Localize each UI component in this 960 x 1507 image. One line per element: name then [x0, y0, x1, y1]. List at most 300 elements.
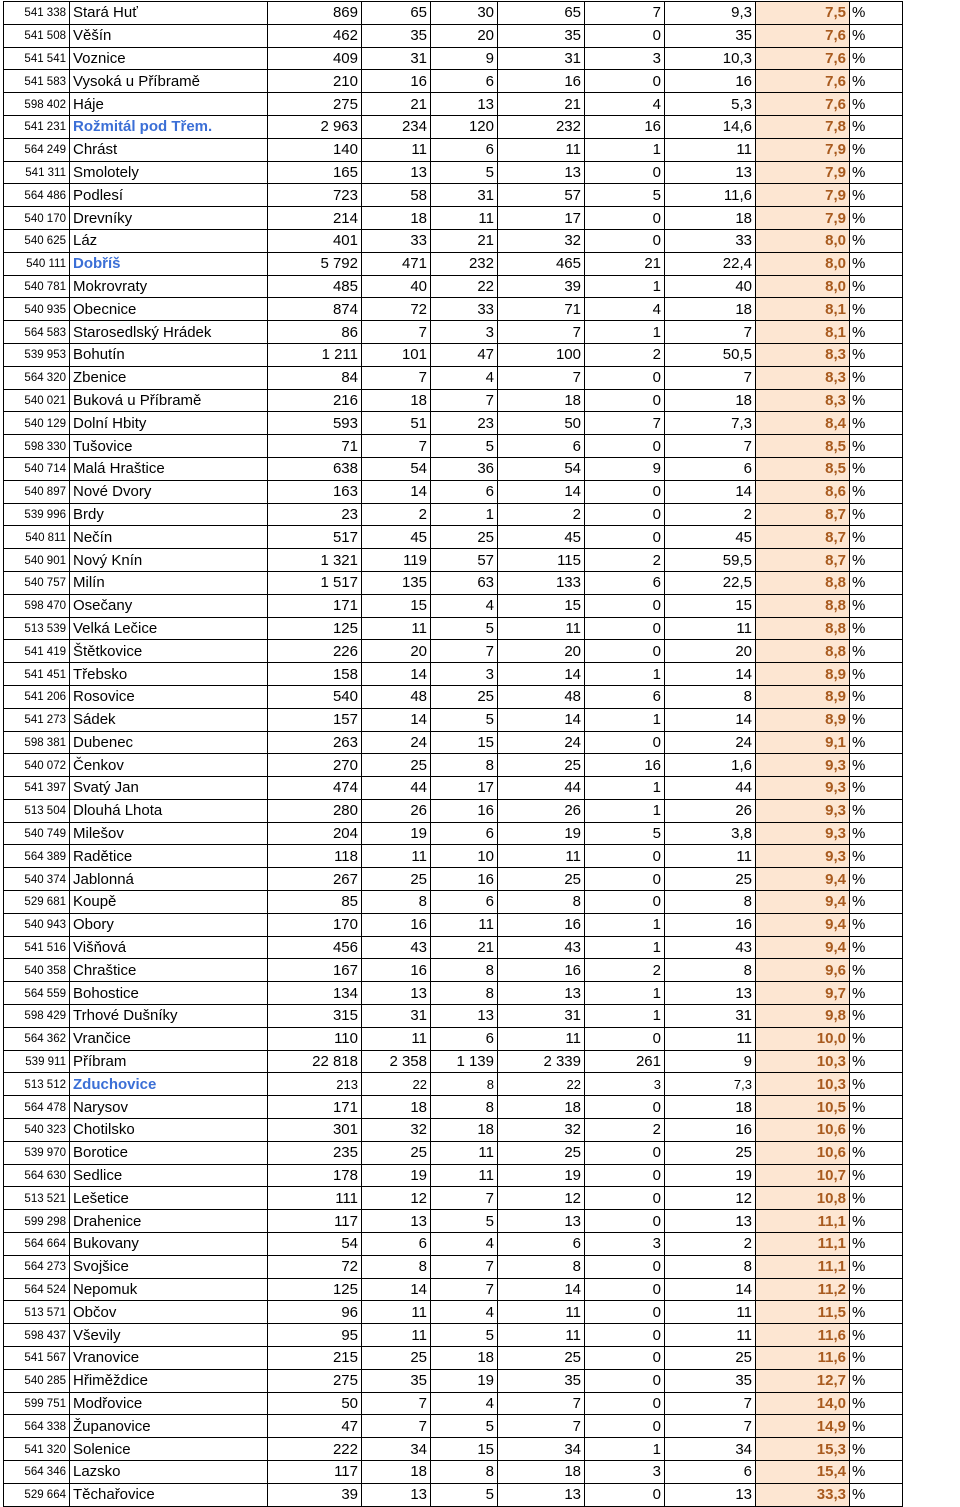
percent-sign: % [850, 184, 903, 207]
municipality-code: 564 583 [4, 321, 70, 344]
col-3: 5 [431, 1324, 498, 1347]
percent-sign: % [850, 571, 903, 594]
col-6: 25 [665, 1347, 756, 1370]
col-1: 140 [268, 138, 362, 161]
percent-value: 8,8 [756, 640, 850, 663]
col-3: 21 [431, 229, 498, 252]
col-1: 178 [268, 1164, 362, 1187]
municipality-code: 564 389 [4, 845, 70, 868]
percent-sign: % [850, 936, 903, 959]
municipality-name: Buková u Příbramě [70, 389, 268, 412]
col-4: 7 [498, 366, 585, 389]
percent-value: 7,9 [756, 184, 850, 207]
col-6: 7,3 [665, 1073, 756, 1096]
table-row [4, 1278, 903, 1301]
municipality-name: Malá Hraštice [70, 457, 268, 480]
percent-sign: % [850, 1483, 903, 1506]
percent-sign: % [850, 1255, 903, 1278]
table-row [4, 822, 903, 845]
col-2: 21 [362, 93, 431, 116]
municipality-name: Nečín [70, 526, 268, 549]
col-4: 8 [498, 1255, 585, 1278]
municipality-name: Višňová [70, 936, 268, 959]
municipality-code: 540 170 [4, 207, 70, 230]
percent-value: 8,9 [756, 685, 850, 708]
percent-sign: % [850, 1369, 903, 1392]
municipality-code: 564 524 [4, 1278, 70, 1301]
col-1: 485 [268, 275, 362, 298]
table-row [4, 252, 903, 275]
municipality-code: 540 714 [4, 457, 70, 480]
percent-sign: % [850, 70, 903, 93]
col-2: 11 [362, 1324, 431, 1347]
col-2: 18 [362, 1096, 431, 1119]
municipality-name: Chrást [70, 138, 268, 161]
col-2: 25 [362, 868, 431, 891]
col-4: 19 [498, 1164, 585, 1187]
municipality-name: Osečany [70, 594, 268, 617]
percent-value: 10,5 [756, 1096, 850, 1119]
col-5: 0 [585, 731, 665, 754]
col-6: 14 [665, 663, 756, 686]
col-5: 0 [585, 594, 665, 617]
percent-value: 9,3 [756, 754, 850, 777]
municipality-name: Bohutín [70, 343, 268, 366]
col-1: 158 [268, 663, 362, 686]
col-5: 21 [585, 252, 665, 275]
municipality-code: 598 402 [4, 93, 70, 116]
col-4: 18 [498, 389, 585, 412]
col-2: 19 [362, 1164, 431, 1187]
col-1: 50 [268, 1392, 362, 1415]
col-6: 8 [665, 685, 756, 708]
col-6: 11 [665, 138, 756, 161]
col-1: 118 [268, 845, 362, 868]
municipality-name: Drevníky [70, 207, 268, 230]
municipality-code: 541 583 [4, 70, 70, 93]
municipality-code: 541 311 [4, 161, 70, 184]
col-3: 10 [431, 845, 498, 868]
table-row [4, 1438, 903, 1461]
col-6: 44 [665, 777, 756, 800]
col-3: 25 [431, 526, 498, 549]
percent-sign: % [850, 480, 903, 503]
col-5: 0 [585, 1324, 665, 1347]
table-row [4, 1027, 903, 1050]
col-2: 14 [362, 480, 431, 503]
col-3: 4 [431, 1233, 498, 1256]
col-5: 0 [585, 435, 665, 458]
col-6: 2 [665, 503, 756, 526]
percent-value: 8,1 [756, 298, 850, 321]
table-row [4, 138, 903, 161]
percent-value: 8,8 [756, 617, 850, 640]
col-2: 24 [362, 731, 431, 754]
col-6: 25 [665, 868, 756, 891]
col-4: 65 [498, 2, 585, 25]
col-5: 0 [585, 640, 665, 663]
percent-sign: % [850, 321, 903, 344]
percent-value: 8,1 [756, 321, 850, 344]
col-3: 22 [431, 275, 498, 298]
col-3: 47 [431, 343, 498, 366]
percent-value: 9,3 [756, 822, 850, 845]
municipality-code: 541 273 [4, 708, 70, 731]
col-3: 8 [431, 959, 498, 982]
col-1: 39 [268, 1483, 362, 1506]
col-6: 59,5 [665, 549, 756, 572]
col-5: 3 [585, 47, 665, 70]
municipality-code: 564 320 [4, 366, 70, 389]
percent-value: 7,9 [756, 161, 850, 184]
table-row [4, 1187, 903, 1210]
col-2: 16 [362, 70, 431, 93]
col-4: 25 [498, 1141, 585, 1164]
col-3: 6 [431, 480, 498, 503]
col-4: 13 [498, 1483, 585, 1506]
col-5: 1 [585, 1005, 665, 1028]
municipality-name: Svatý Jan [70, 777, 268, 800]
percent-value: 11,1 [756, 1233, 850, 1256]
col-2: 18 [362, 1461, 431, 1484]
municipality-code: 598 330 [4, 435, 70, 458]
municipality-name: Rožmitál pod Třem. [70, 115, 268, 138]
col-5: 0 [585, 229, 665, 252]
col-2: 25 [362, 1141, 431, 1164]
percent-value: 11,2 [756, 1278, 850, 1301]
percent-value: 8,8 [756, 571, 850, 594]
col-4: 21 [498, 93, 585, 116]
col-1: 72 [268, 1255, 362, 1278]
col-2: 43 [362, 936, 431, 959]
col-3: 7 [431, 640, 498, 663]
table-row [4, 640, 903, 663]
percent-value: 11,6 [756, 1347, 850, 1370]
col-6: 9,3 [665, 2, 756, 25]
municipality-name: Láz [70, 229, 268, 252]
table-row [4, 1005, 903, 1028]
col-2: 14 [362, 1278, 431, 1301]
municipality-name: Brdy [70, 503, 268, 526]
col-2: 7 [362, 435, 431, 458]
municipality-code: 540 943 [4, 913, 70, 936]
col-1: 170 [268, 913, 362, 936]
col-6: 10,3 [665, 47, 756, 70]
percent-sign: % [850, 845, 903, 868]
municipality-code: 564 478 [4, 1096, 70, 1119]
percent-sign: % [850, 640, 903, 663]
col-3: 25 [431, 685, 498, 708]
municipality-name: Milešov [70, 822, 268, 845]
col-2: 6 [362, 1233, 431, 1256]
percent-value: 8,6 [756, 480, 850, 503]
table-row [4, 1141, 903, 1164]
col-2: 14 [362, 663, 431, 686]
col-3: 19 [431, 1369, 498, 1392]
col-2: 14 [362, 708, 431, 731]
col-1: 315 [268, 1005, 362, 1028]
col-4: 2 339 [498, 1050, 585, 1073]
col-3: 5 [431, 161, 498, 184]
table-row [4, 1210, 903, 1233]
col-4: 22 [498, 1073, 585, 1096]
municipality-code: 564 362 [4, 1027, 70, 1050]
percent-value: 8,0 [756, 229, 850, 252]
col-1: 163 [268, 480, 362, 503]
col-3: 5 [431, 435, 498, 458]
col-4: 26 [498, 799, 585, 822]
percent-value: 9,4 [756, 891, 850, 914]
municipality-name: Dlouhá Lhota [70, 799, 268, 822]
municipality-code: 529 664 [4, 1483, 70, 1506]
col-2: 35 [362, 1369, 431, 1392]
col-5: 1 [585, 708, 665, 731]
percent-sign: % [850, 412, 903, 435]
municipality-name: Koupě [70, 891, 268, 914]
table-row [4, 1119, 903, 1142]
percent-sign: % [850, 24, 903, 47]
municipality-name: Hřiměždice [70, 1369, 268, 1392]
col-3: 11 [431, 913, 498, 936]
col-2: 45 [362, 526, 431, 549]
col-6: 12 [665, 1187, 756, 1210]
col-3: 8 [431, 1096, 498, 1119]
percent-sign: % [850, 959, 903, 982]
col-3: 17 [431, 777, 498, 800]
table-row [4, 275, 903, 298]
municipality-code: 540 072 [4, 754, 70, 777]
col-6: 13 [665, 1483, 756, 1506]
municipality-name: Nové Dvory [70, 480, 268, 503]
col-1: 23 [268, 503, 362, 526]
col-1: 216 [268, 389, 362, 412]
col-1: 71 [268, 435, 362, 458]
col-4: 14 [498, 663, 585, 686]
col-6: 18 [665, 298, 756, 321]
col-5: 0 [585, 161, 665, 184]
municipality-code: 564 559 [4, 982, 70, 1005]
col-5: 0 [585, 1187, 665, 1210]
percent-value: 7,6 [756, 93, 850, 116]
col-3: 232 [431, 252, 498, 275]
municipality-code: 540 111 [4, 252, 70, 275]
percent-sign: % [850, 1438, 903, 1461]
col-4: 6 [498, 435, 585, 458]
col-1: 134 [268, 982, 362, 1005]
percent-value: 15,3 [756, 1438, 850, 1461]
col-1: 474 [268, 777, 362, 800]
municipality-code: 564 346 [4, 1461, 70, 1484]
municipality-code: 564 338 [4, 1415, 70, 1438]
col-1: 280 [268, 799, 362, 822]
col-1: 85 [268, 891, 362, 914]
table-row [4, 799, 903, 822]
col-3: 5 [431, 1483, 498, 1506]
col-4: 43 [498, 936, 585, 959]
col-4: 19 [498, 822, 585, 845]
table-row [4, 1324, 903, 1347]
col-6: 14,6 [665, 115, 756, 138]
col-5: 261 [585, 1050, 665, 1073]
table-row [4, 2, 903, 25]
percent-value: 8,4 [756, 412, 850, 435]
col-2: 13 [362, 1483, 431, 1506]
col-5: 1 [585, 1438, 665, 1461]
municipality-name: Vrančice [70, 1027, 268, 1050]
table-row [4, 1347, 903, 1370]
percent-sign: % [850, 275, 903, 298]
col-3: 6 [431, 822, 498, 845]
col-2: 51 [362, 412, 431, 435]
percent-value: 8,9 [756, 663, 850, 686]
col-1: 593 [268, 412, 362, 435]
municipality-code: 541 451 [4, 663, 70, 686]
col-3: 15 [431, 731, 498, 754]
col-2: 35 [362, 24, 431, 47]
col-1: 110 [268, 1027, 362, 1050]
col-2: 16 [362, 959, 431, 982]
col-5: 16 [585, 754, 665, 777]
col-5: 1 [585, 936, 665, 959]
col-2: 2 [362, 503, 431, 526]
col-2: 11 [362, 1027, 431, 1050]
municipality-name: Dubenec [70, 731, 268, 754]
percent-value: 7,6 [756, 70, 850, 93]
col-5: 0 [585, 1141, 665, 1164]
col-5: 1 [585, 138, 665, 161]
col-3: 16 [431, 868, 498, 891]
col-1: 96 [268, 1301, 362, 1324]
col-5: 0 [585, 1164, 665, 1187]
col-4: 18 [498, 1461, 585, 1484]
col-2: 40 [362, 275, 431, 298]
municipality-code: 541 231 [4, 115, 70, 138]
col-1: 270 [268, 754, 362, 777]
municipality-code: 540 285 [4, 1369, 70, 1392]
col-6: 18 [665, 389, 756, 412]
col-2: 72 [362, 298, 431, 321]
percent-sign: % [850, 161, 903, 184]
col-1: 267 [268, 868, 362, 891]
col-6: 3,8 [665, 822, 756, 845]
col-4: 15 [498, 594, 585, 617]
col-3: 18 [431, 1119, 498, 1142]
col-1: 275 [268, 1369, 362, 1392]
table-row [4, 913, 903, 936]
percent-sign: % [850, 93, 903, 116]
col-5: 16 [585, 115, 665, 138]
table-row [4, 366, 903, 389]
col-4: 31 [498, 1005, 585, 1028]
percent-sign: % [850, 435, 903, 458]
col-3: 6 [431, 891, 498, 914]
municipality-code: 513 504 [4, 799, 70, 822]
col-3: 33 [431, 298, 498, 321]
col-6: 13 [665, 982, 756, 1005]
table-row [4, 731, 903, 754]
percent-sign: % [850, 2, 903, 25]
percent-value: 8,0 [756, 252, 850, 275]
col-3: 36 [431, 457, 498, 480]
col-3: 57 [431, 549, 498, 572]
col-2: 31 [362, 1005, 431, 1028]
percent-sign: % [850, 252, 903, 275]
col-3: 15 [431, 1438, 498, 1461]
col-5: 0 [585, 24, 665, 47]
table-row [4, 754, 903, 777]
percent-value: 9,3 [756, 799, 850, 822]
col-5: 1 [585, 275, 665, 298]
municipality-name: Nepomuk [70, 1278, 268, 1301]
col-4: 35 [498, 1369, 585, 1392]
col-4: 32 [498, 229, 585, 252]
col-2: 34 [362, 1438, 431, 1461]
col-6: 25 [665, 1141, 756, 1164]
percent-sign: % [850, 343, 903, 366]
municipality-name: Sádek [70, 708, 268, 731]
municipality-name: Dolní Hbity [70, 412, 268, 435]
percent-sign: % [850, 1027, 903, 1050]
col-1: 462 [268, 24, 362, 47]
table-row [4, 663, 903, 686]
col-2: 31 [362, 47, 431, 70]
table-row [4, 412, 903, 435]
col-2: 101 [362, 343, 431, 366]
col-5: 7 [585, 412, 665, 435]
col-4: 16 [498, 913, 585, 936]
municipality-code: 564 486 [4, 184, 70, 207]
col-1: 125 [268, 617, 362, 640]
col-5: 1 [585, 913, 665, 936]
col-1: 111 [268, 1187, 362, 1210]
col-2: 2 358 [362, 1050, 431, 1073]
col-6: 33 [665, 229, 756, 252]
col-5: 0 [585, 1483, 665, 1506]
col-6: 14 [665, 708, 756, 731]
municipality-code: 598 437 [4, 1324, 70, 1347]
col-1: 204 [268, 822, 362, 845]
col-4: 232 [498, 115, 585, 138]
col-4: 50 [498, 412, 585, 435]
col-1: 301 [268, 1119, 362, 1142]
col-6: 35 [665, 1369, 756, 1392]
col-5: 0 [585, 503, 665, 526]
municipality-code: 598 470 [4, 594, 70, 617]
municipality-name: Lešetice [70, 1187, 268, 1210]
col-6: 6 [665, 1461, 756, 1484]
col-4: 16 [498, 70, 585, 93]
col-4: 13 [498, 1210, 585, 1233]
municipality-name: Solenice [70, 1438, 268, 1461]
percent-value: 10,8 [756, 1187, 850, 1210]
col-1: 723 [268, 184, 362, 207]
municipality-code: 599 751 [4, 1392, 70, 1415]
col-4: 13 [498, 161, 585, 184]
table-row [4, 503, 903, 526]
col-6: 14 [665, 480, 756, 503]
municipality-name: Třebsko [70, 663, 268, 686]
col-2: 11 [362, 845, 431, 868]
table-row [4, 184, 903, 207]
percent-value: 7,8 [756, 115, 850, 138]
col-4: 11 [498, 617, 585, 640]
percent-value: 8,7 [756, 526, 850, 549]
col-2: 25 [362, 1347, 431, 1370]
col-4: 12 [498, 1187, 585, 1210]
col-6: 7 [665, 1415, 756, 1438]
col-3: 1 139 [431, 1050, 498, 1073]
col-1: 54 [268, 1233, 362, 1256]
